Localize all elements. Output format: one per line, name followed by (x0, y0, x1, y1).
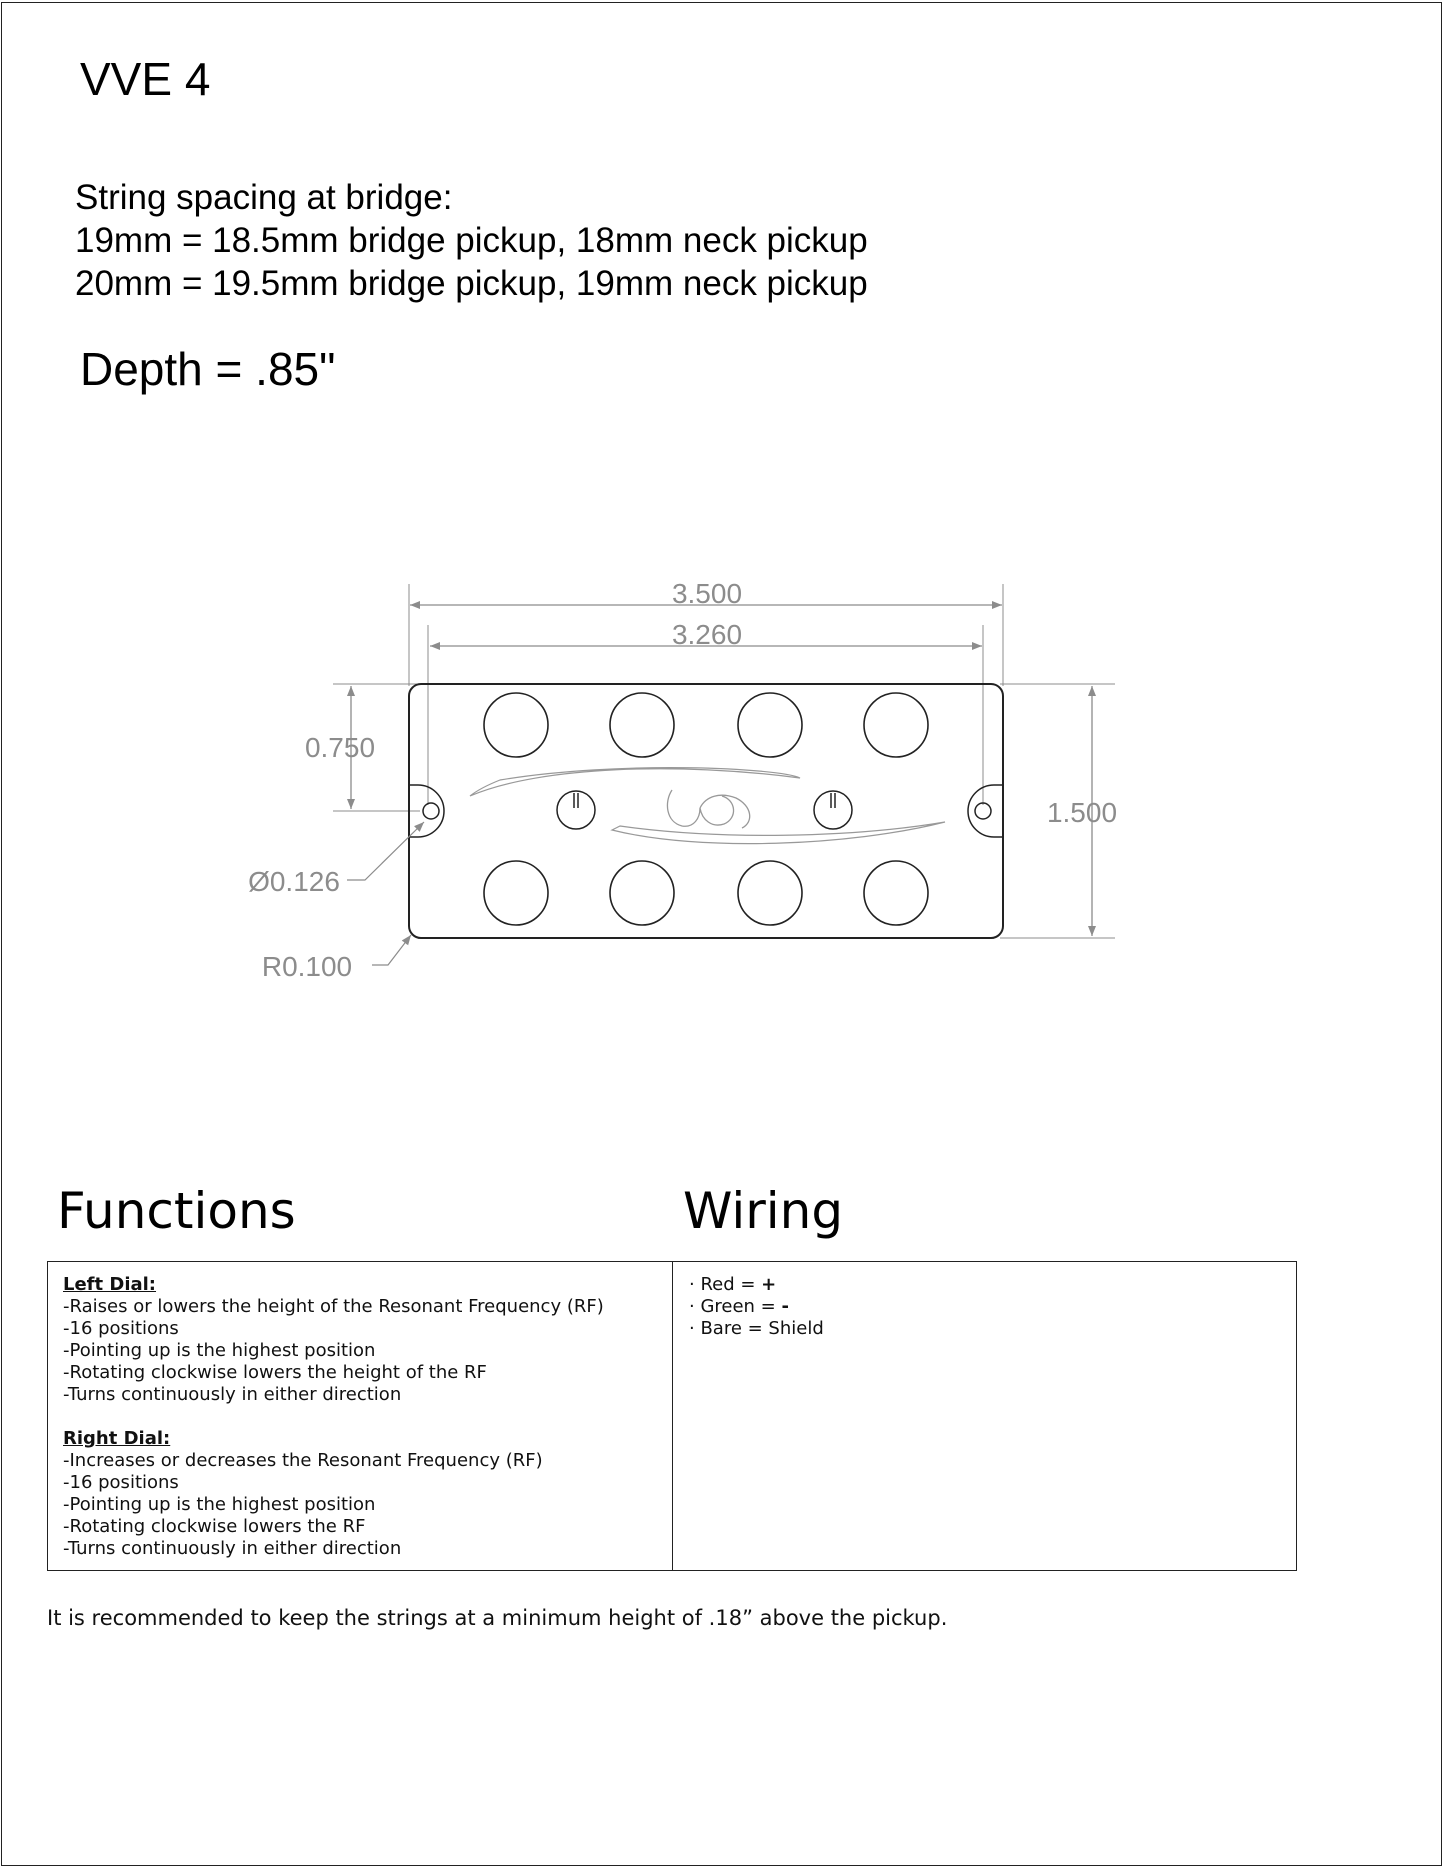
pole-piece (484, 693, 548, 757)
dim-corner-radius: R0.100 (261, 951, 353, 982)
dim-hole-spacing: 3.260 (671, 619, 743, 650)
wiring-green-label: · Green = (689, 1296, 782, 1317)
string-spacing-19mm: 19mm = 18.5mm bridge pickup, 18mm neck pickup (75, 221, 868, 260)
wiring-cell (673, 1262, 1296, 1570)
right-dial-line: -Increases or decreases the Resonant Frequency (RF) (63, 1450, 543, 1471)
pole-piece (738, 693, 802, 757)
wiring-bare: · Bare = Shield (689, 1318, 824, 1339)
dim-hole-offset: 0.750 (304, 732, 376, 763)
right-mounting-hole (975, 803, 991, 819)
pole-piece (864, 693, 928, 757)
left-mounting-hole (423, 803, 439, 819)
pole-piece (610, 861, 674, 925)
page-title: VVE 4 (80, 53, 211, 105)
left-dial-heading: Left Dial: (63, 1274, 157, 1295)
functions-heading: Functions (57, 1182, 296, 1240)
right-dial-line: -Turns continuously in either direction (63, 1538, 402, 1559)
wiring-red (689, 1274, 1296, 1296)
wiring-green-value: - (781, 1296, 789, 1317)
left-dial-line: -Pointing up is the highest position (63, 1340, 376, 1361)
right-dial-line: -Pointing up is the highest position (63, 1494, 376, 1515)
dim-overall-length: 3.500 (671, 578, 743, 609)
left-dial-line: -Turns continuously in either direction (63, 1384, 402, 1405)
wiring-green (689, 1296, 1296, 1318)
pole-piece (484, 861, 548, 925)
right-dial-heading: Right Dial: (63, 1428, 171, 1449)
functions-cell (48, 1262, 673, 1570)
right-mounting-ear (968, 785, 1003, 837)
wiring-red-label: · Red = (689, 1274, 762, 1295)
string-spacing-heading: String spacing at bridge: (75, 178, 453, 217)
wiring-heading: Wiring (683, 1182, 844, 1240)
logo-mark (667, 790, 749, 828)
pickup-outline (409, 684, 1003, 938)
wiring-red-value: + (761, 1274, 777, 1295)
leader-hole-diameter (347, 822, 424, 880)
depth-spec: Depth = .85" (80, 343, 336, 395)
right-dial (814, 791, 852, 829)
right-dial-line: -Rotating clockwise lowers the RF (63, 1516, 366, 1537)
string-spacing-20mm: 20mm = 19.5mm bridge pickup, 19mm neck pickup (75, 264, 868, 303)
left-dial-line: -16 positions (63, 1318, 179, 1339)
pole-pieces (484, 693, 928, 925)
spec-table (47, 1261, 1297, 1571)
pole-piece (738, 861, 802, 925)
right-dial-line: -16 positions (63, 1472, 179, 1493)
pole-piece (610, 693, 674, 757)
lower-swoosh (612, 822, 945, 844)
dim-overall-width: 1.500 (1046, 797, 1118, 828)
leader-corner-radius (372, 935, 411, 965)
dim-hole-diameter: Ø0.126 (248, 866, 340, 897)
string-height-note: It is recommended to keep the strings at a minimum height of .18” above the pickup. (47, 1606, 948, 1630)
upper-swoosh (470, 768, 800, 796)
left-dial (557, 791, 595, 829)
left-dial-line: -Raises or lowers the height of the Resonant Frequency (RF) (63, 1296, 604, 1317)
left-dial-line: -Rotating clockwise lowers the height of the RF (63, 1362, 487, 1383)
pole-piece (864, 861, 928, 925)
